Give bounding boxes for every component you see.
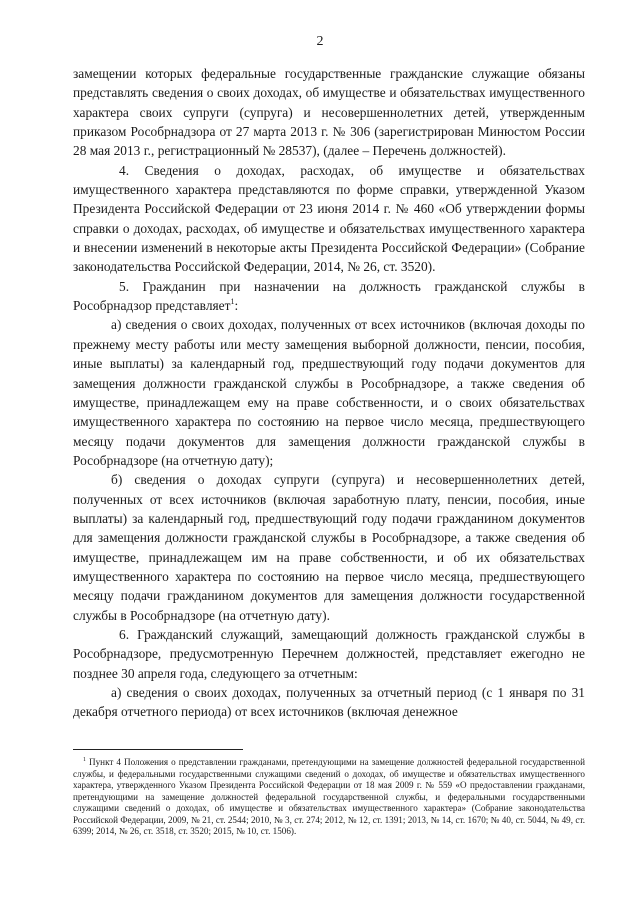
paragraph-continuation: замещении которых федеральные государственные гражданские служащие обязаны представлять сведения о своих доходах, об имуществе и обязательствах имущественного характера своих супруги (супруга) и несовершеннолетних детей, утвержденным приказом Рособрнадзора от 27 марта 2013 г. № 306 (зарегистрирован Минюстом России 28 мая 2013 г., регистрационный № 28537), (далее – Перечень должностей).: [73, 66, 585, 159]
paragraph-6-a: а) сведения о своих доходах, полученных за отчетный период (с 1 января по 31 декабря отчетного периода) от всех источников (включая денежное: [73, 685, 585, 720]
footnote-marker: 1: [83, 757, 86, 763]
footnote-divider: [73, 749, 243, 750]
paragraph-6: 6. Гражданский служащий, замещающий должность гражданской службы в Рособрнадзоре, предусмотренную Перечнем должностей, представляет ежегодно не позднее 30 апреля года, следующего за отчетным:: [73, 626, 585, 681]
paragraph-5: 5. Гражданин при назначении на должность гражданской службы в Рособрнадзор представляет$^1$:: [73, 278, 585, 314]
footnote-text: Пункт 4 Положения о представлении гражданами, претендующими на замещение должностей федеральной государственной службы, и федеральными государственными служащими сведений о доходах, об имуществе и обязательствах имущественного характера, утвержденного Указом Президента Российской Федерации от 18 мая 2009 г. № 559 «О предоставлении гражданами, претендующими на замещение должностей федеральной государственной службы, и федеральными государственными служащими сведений о доходах, об имуществе и обязательствах имущественного характера» (Собрание законодательства Российской Федерации, 2009, № 21, ст. 2544; 2010, № 3, ст. 274; 2012, № 12, ст. 1391; 2013, № 14, ст. 1670; № 40, ст. 5044, № 49, ст. 6399; 2014, № 26, ст. 3518, ст. 3520; 2015, № 10, ст. 1506).: [73, 757, 586, 837]
footnote-reference[interactable]: 1: [230, 297, 235, 307]
paragraph-5-b: б) сведения о доходах супруги (супруга) и несовершеннолетних детей, полученных от всех источников (включая заработную плату, пенсии, пособия, иные выплаты) за календарный год, предшествующий году подачи гражданином документов для замещения должности гражданской службы в Рособрнадзоре, а также сведения об имуществе, принадлежащем им на праве собственности, и об их обязательствах имущественного характера по состоянию на первое число месяца, предшествующего месяцу подачи гражданином документов для замещения должности государственной службы в Рособрнадзоре (на отчетную дату).: [73, 472, 585, 623]
footnote: [73, 757, 585, 838]
page-number: 2: [316, 34, 324, 49]
paragraph-4: 4. Сведения о доходах, расходах, об имуществе и обязательствах имущественного характера представляются по форме справки, утвержденной Указом Президента Российской Федерации от 23 июня 2014 г. № 460 «Об утверждении формы справки о доходах, расходах, об имуществе и обязательствах имущественного характера и внесении изменений в некоторые акты Президента Российской Федерации» (Собрание законодательства Российской Федерации, 2014, № 26, ст. 3520).: [73, 162, 585, 275]
paragraph-5-text: 5. Гражданин при назначении на должность гражданской службы в Рособрнадзор представляет: [73, 278, 585, 314]
paragraph-5-a: а) сведения о своих доходах, полученных от всех источников (включая доходы по прежнему месту работы или месту замещения выборной должности, пенсии, пособия, иные выплаты) за календарный год, предшествующий году подачи документов для замещения должности гражданской службы в Рособрнадзоре, а также сведения об имуществе, принадлежащем ему на праве собственности, и о своих обязательствах имущественного характера по состоянию на первое число месяца, предшествующего месяцу подачи документов для замещения должности гражданской службы в Рособрнадзоре (на отчетную дату);: [73, 317, 585, 468]
body-text: [73, 64, 585, 722]
